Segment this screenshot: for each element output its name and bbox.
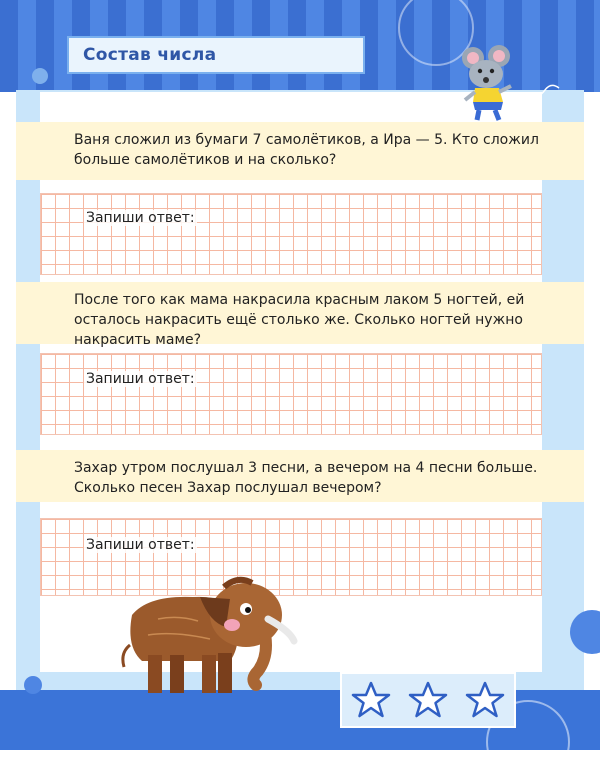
- mouse-icon: [455, 44, 565, 126]
- task-question: Ваня сложил из бумаги 7 самолётиков, а Ира — 5. Кто сложил больше самолётиков и на сколько?: [16, 122, 584, 180]
- decor-circle: [24, 676, 42, 694]
- page-title: Состав числа: [83, 45, 217, 65]
- answer-grid: [40, 353, 542, 435]
- star-outline-icon[interactable]: [351, 681, 391, 719]
- star-outline-icon[interactable]: [465, 681, 505, 719]
- decor-circle: [32, 68, 48, 84]
- rating-stars: [340, 672, 516, 728]
- answer-label: Запиши ответ:: [86, 210, 195, 226]
- title-box: [67, 36, 365, 74]
- answer-label: Запиши ответ:: [86, 537, 195, 553]
- star-outline-icon[interactable]: [408, 681, 448, 719]
- task-question: После того как мама накрасила красным лаком 5 ногтей, ей осталось накрасить ещё столько же. Сколько ногтей нужно накрасить маме?: [16, 282, 584, 344]
- mammoth-icon: [118, 575, 303, 709]
- task-question: Захар утром послушал 3 песни, а вечером на 4 песни больше. Сколько песен Захар послушал вечером?: [16, 450, 584, 502]
- answer-grid: [40, 193, 542, 275]
- answer-label: Запиши ответ:: [86, 371, 195, 387]
